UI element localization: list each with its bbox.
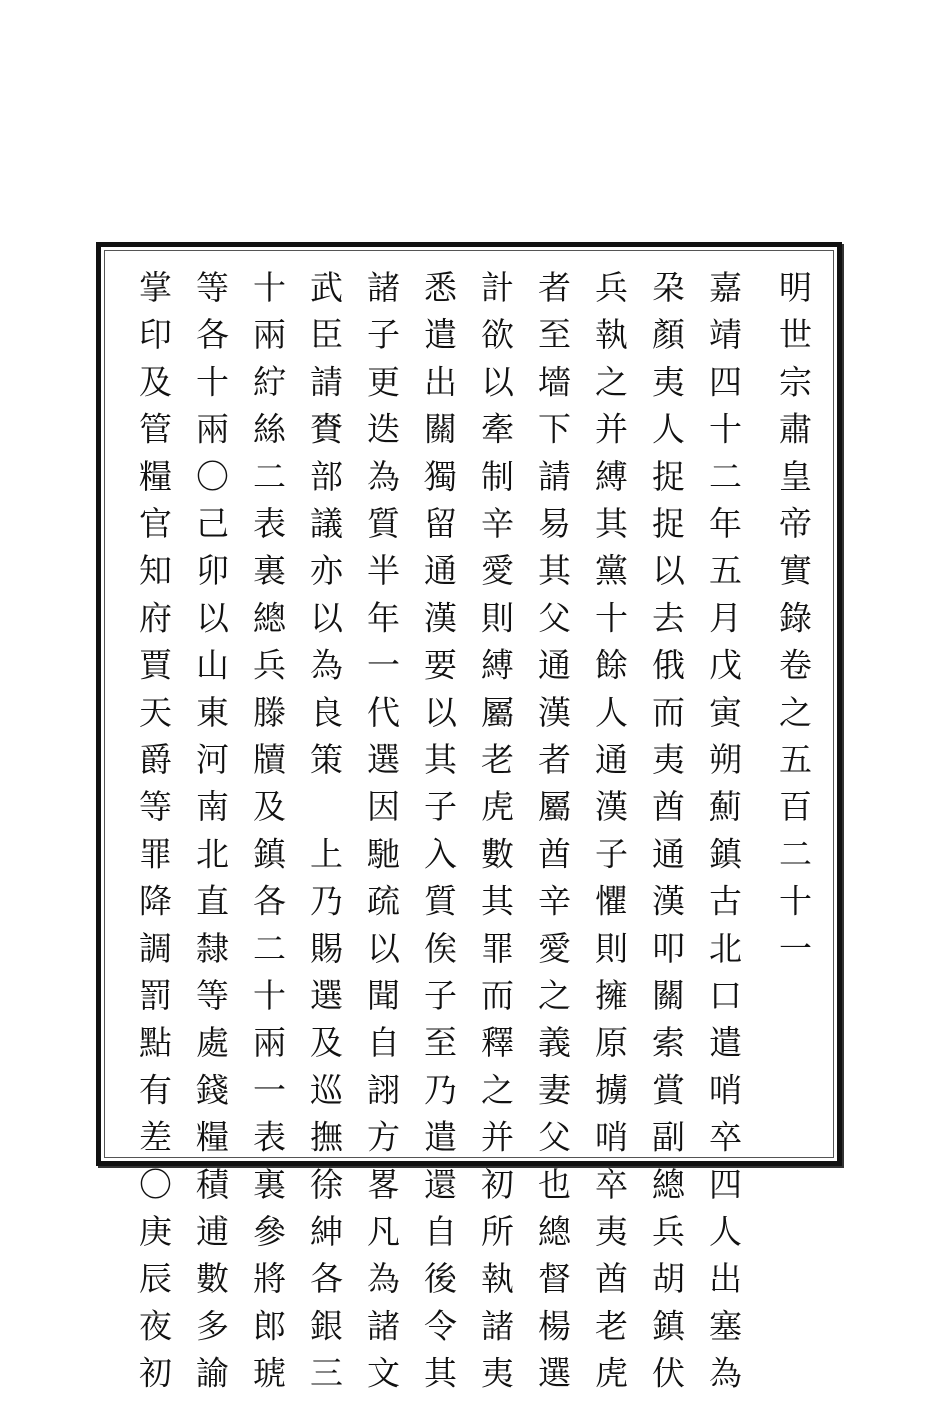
text-column-6: 悉遣出關獨留通漢要以其子入質俟子至乃遣還自後令其 (419, 270, 458, 1403)
text-column-4: 者至墻下請易其父通漢者屬酋辛愛之義妻父也總督楊選 (533, 270, 572, 1403)
text-column-2: 朶顏夷人捉捉以去俄而夷酋通漢叩關索賞副總兵胡鎮伏 (647, 270, 686, 1403)
text-column-7: 諸子更迭為質半年一代選因馳疏以聞自詡方畧凡為諸文 (362, 270, 401, 1403)
text-column-8: 武臣請賚部議亦以為良策 上乃賜選及巡撫徐紳各銀三 (305, 270, 344, 1403)
text-column-5: 計欲以牽制辛愛則縛屬老虎數其罪而釋之并初所執諸夷 (476, 270, 515, 1403)
text-column-10: 等各十兩〇己卯以山東河南北直隸等處錢糧積逋數多諭 (191, 270, 230, 1403)
text-column-9: 十兩紵絲二表裏總兵滕牘及鎮各二十兩一表裏參將郎琥 (248, 270, 287, 1403)
title-column: 明世宗肅皇帝實錄卷之五百二十一 (774, 270, 813, 978)
text-column-1: 嘉靖四十二年五月戊寅朔薊鎮古北口遣哨卒四人出塞為 (704, 270, 743, 1403)
text-column-3: 兵執之并縛其黨十餘人通漢子懼則擁原擄哨卒夷酋老虎 (590, 270, 629, 1403)
text-column-11: 掌印及管糧官知府賈天爵等罪降調罰點有差〇庚辰夜初 (134, 270, 173, 1403)
